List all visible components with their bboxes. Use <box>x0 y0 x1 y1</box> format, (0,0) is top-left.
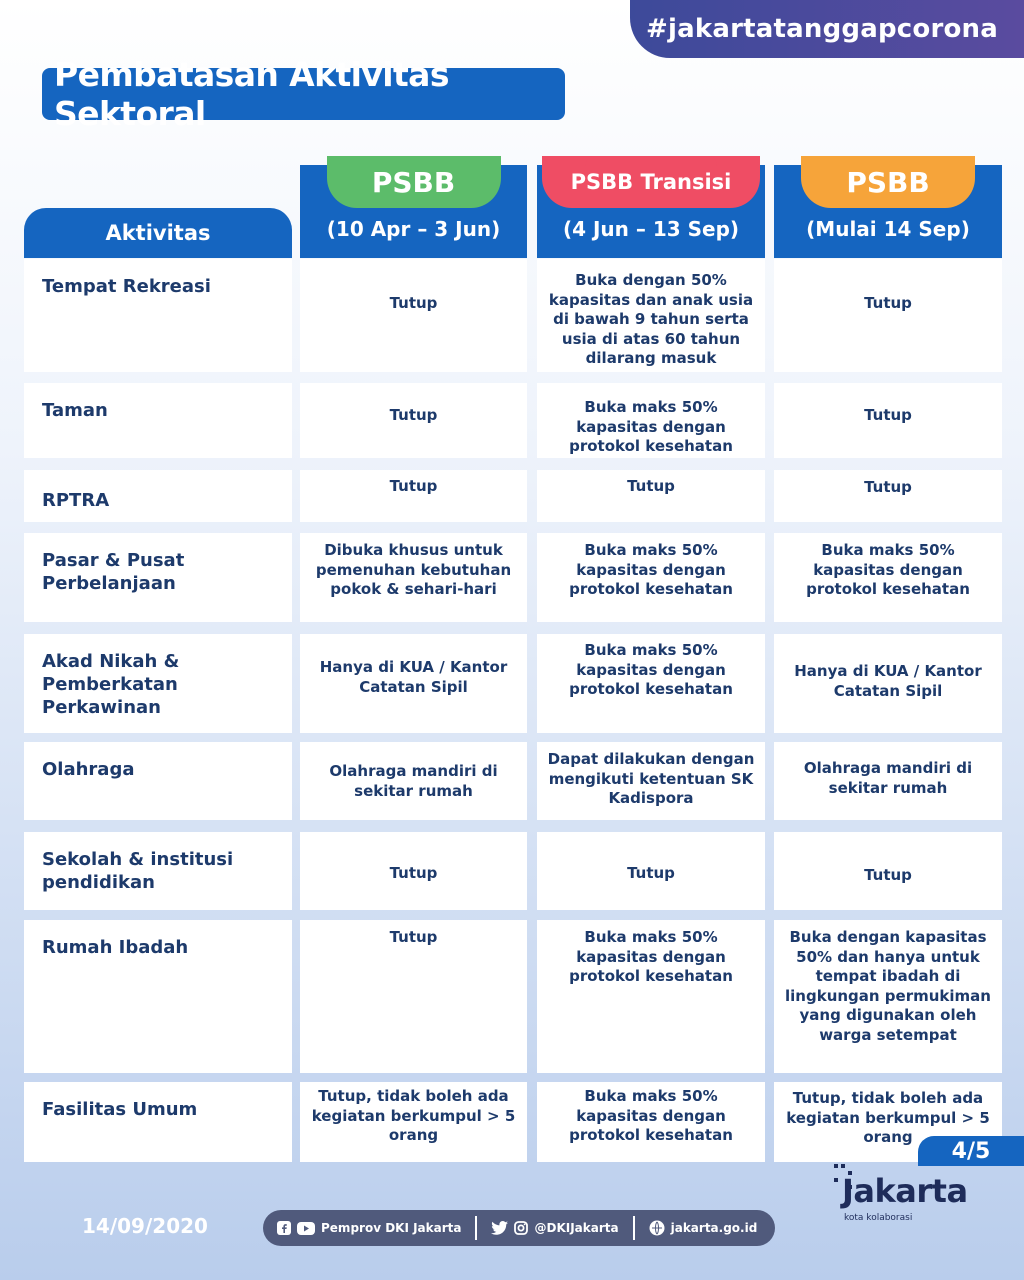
jakarta-logo <box>832 1160 982 1226</box>
logo-word: Jakarta <box>842 1172 968 1210</box>
footer-facebook-label: Pemprov DKI Jakarta <box>321 1221 462 1235</box>
status-cell <box>774 832 1002 910</box>
status-cell <box>537 832 765 910</box>
status-text: Tutup <box>627 864 675 882</box>
status-text: Tutup <box>864 406 912 424</box>
status-text: Buka maks 50% kapasitas dengan protokol kesehatan <box>569 541 733 598</box>
page-title: Pembatasan Aktivitas Sektoral <box>42 68 565 120</box>
status-text: Tutup <box>389 864 438 882</box>
status-text: Buka maks 50% kapasitas dengan protokol kesehatan <box>569 1087 733 1144</box>
footer-social-bar <box>263 1210 775 1246</box>
status-text: Olahraga mandiri di sekitar rumah <box>803 759 973 797</box>
status-cell <box>774 470 1002 522</box>
status-cell <box>300 383 527 458</box>
youtube-icon <box>297 1222 315 1235</box>
status-cell <box>537 1082 765 1162</box>
status-text: Buka maks 50% kapasitas dengan protokol kesehatan <box>806 541 970 598</box>
activity-cell: RPTRA <box>24 470 292 522</box>
status-cell <box>300 470 527 522</box>
status-cell <box>774 742 1002 820</box>
footer-twitter-instagram[interactable] <box>477 1221 632 1235</box>
status-text: Tutup <box>389 928 438 946</box>
status-cell <box>774 634 1002 733</box>
activity-cell: Pasar & Pusat Perbelanjaan <box>24 533 292 622</box>
instagram-icon <box>514 1221 528 1235</box>
status-text: Hanya di KUA / Kantor Catatan Sipil <box>319 658 508 696</box>
status-cell <box>774 920 1002 1073</box>
globe-icon <box>649 1220 665 1236</box>
footer-facebook-youtube[interactable] <box>263 1221 475 1235</box>
status-cell <box>537 920 765 1073</box>
status-text: Tutup, tidak boleh ada kegiatan berkumpul > 5 orang <box>786 1089 990 1146</box>
status-cell <box>537 470 765 522</box>
footer-twitter-label: @DKIJakarta <box>534 1221 619 1235</box>
status-text: Buka maks 50% kapasitas dengan protokol kesehatan <box>569 928 733 985</box>
activity-cell: Rumah Ibadah <box>24 920 292 1073</box>
status-text: Tutup <box>389 406 438 424</box>
status-text: Olahraga mandiri di sekitar rumah <box>329 762 498 800</box>
status-text: Tutup, tidak boleh ada kegiatan berkumpul > 5 orang <box>311 1087 516 1144</box>
status-cell <box>774 533 1002 622</box>
status-cell <box>774 383 1002 458</box>
activity-cell: Akad Nikah & Pemberkatan Perkawinan <box>24 634 292 733</box>
status-cell <box>300 259 527 372</box>
status-text: Dibuka khusus untuk pemenuhan kebutuhan pokok & sehari-hari <box>315 541 512 598</box>
status-cell <box>537 383 765 458</box>
logo-tagline: kota kolaborasi <box>844 1213 913 1223</box>
tab-psbb-transisi-red: PSBB Transisi <box>542 156 760 208</box>
twitter-icon <box>491 1221 508 1235</box>
status-text: Dapat dilakukan dengan mengikuti ketentuan SK Kadispora <box>547 750 755 807</box>
period-label: (10 Apr – 3 Jun) <box>326 217 501 241</box>
status-text: Buka maks 50% kapasitas dengan protokol kesehatan <box>569 398 733 455</box>
status-cell <box>300 1082 527 1162</box>
status-cell <box>537 533 765 622</box>
status-text: Tutup <box>864 294 912 312</box>
tab-psbb-orange: PSBB <box>801 156 975 208</box>
status-cell <box>300 742 527 820</box>
status-cell <box>537 634 765 733</box>
status-text: Tutup <box>389 477 438 495</box>
status-cell <box>537 259 765 372</box>
status-text: Tutup <box>864 478 912 496</box>
header-aktivitas: Aktivitas <box>24 208 292 258</box>
activity-cell: Taman <box>24 383 292 458</box>
period-label: (Mulai 14 Sep) <box>806 217 970 241</box>
status-text: Tutup <box>864 866 912 884</box>
footer-website[interactable] <box>635 1220 772 1236</box>
footer-website-label: jakarta.go.id <box>670 1221 758 1235</box>
column-header-psbb-1 <box>300 165 527 258</box>
tab-psbb-green: PSBB <box>327 156 501 208</box>
column-header-psbb-2 <box>774 165 1002 258</box>
activity-cell: Tempat Rekreasi <box>24 259 292 372</box>
status-text: Hanya di KUA / Kantor Catatan Sipil <box>794 662 982 700</box>
page-indicator: 4/5 <box>918 1136 1024 1166</box>
status-text: Tutup <box>389 294 438 312</box>
column-header-psbb-transisi <box>537 165 765 258</box>
facebook-icon <box>277 1221 291 1235</box>
status-cell <box>537 742 765 820</box>
status-cell <box>300 832 527 910</box>
status-text: Buka dengan 50% kapasitas dan anak usia di bawah 9 tahun serta usia di atas 60 tahun dilarang masuk <box>548 271 754 367</box>
status-cell <box>300 533 527 622</box>
status-cell <box>300 634 527 733</box>
activity-cell: Olahraga <box>24 742 292 820</box>
hashtag-banner: #jakartatanggapcorona <box>630 0 1024 58</box>
activity-cell: Sekolah & institusi pendidikan <box>24 832 292 910</box>
activity-cell: Fasilitas Umum <box>24 1082 292 1162</box>
status-text: Buka dengan kapasitas 50% dan hanya untuk tempat ibadah di lingkungan permukiman yang digunakan oleh warga setempat <box>785 928 991 1044</box>
publish-date: 14/09/2020 <box>82 1214 208 1238</box>
period-label: (4 Jun – 13 Sep) <box>562 217 740 241</box>
status-text: Buka maks 50% kapasitas dengan protokol kesehatan <box>569 641 733 698</box>
status-cell <box>774 259 1002 372</box>
status-text: Tutup <box>627 477 675 495</box>
status-cell <box>300 920 527 1073</box>
